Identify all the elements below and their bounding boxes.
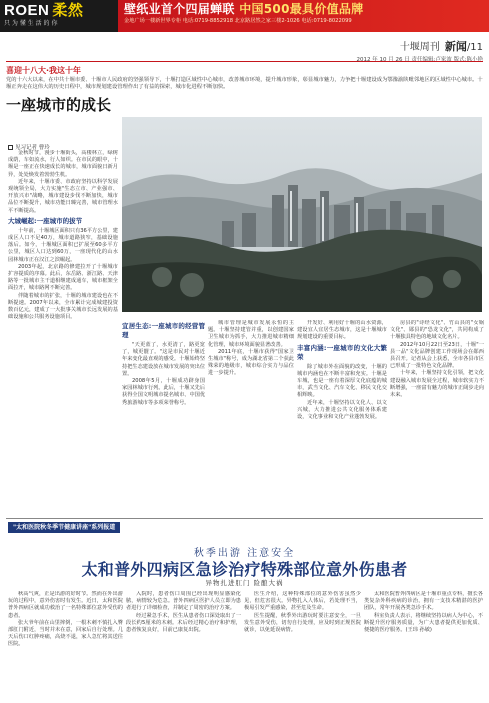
paragraph: 开发好、利用好十堰的山水资源，建设宜人宜居生态城市，这是十堰城市规划建设的重要目标。 [297, 320, 387, 341]
paragraph: 经过紧急手术，医生从患者伤口深处取出了一段长约5厘米的木刺。术后经过精心治疗和护理，患者恢复良好，目前已康复出院。 [126, 612, 241, 634]
lead-paragraph: 党的十六大以来，在中共十堰市委、十堰市人民政府的坚强领导下，十堰打造区域性中心城市，改善城市环境，提升城市形象，彰显城市魅力，力争把十堰建设成为鄂豫渝陕毗邻地区的区域性中心城市。十堰正奔走在这伟大的历史日程中，城市规划建设管理作出了有益的探索，城市化进程不断加快。 [6, 77, 483, 90]
paragraph: 科室负责人表示，将继续坚持以病人为中心，不断提升医疗服务质量，为广大患者提供更加优质、便捷的医疗服务。(王玮 孙敏) [364, 612, 483, 634]
ad-headline-b: 中国500最具价值品牌 [239, 2, 364, 16]
ad-text-block [118, 0, 489, 32]
series-tag: "太和医院秋冬季节健康讲座"系列报道 [8, 522, 120, 533]
article-column-1 [8, 150, 118, 440]
lower-column-2 [126, 591, 241, 699]
paragraph: 2003年起，北京路的修建拉开了十堰城市扩容提质的序幕。此后，东岳路、浙江路、天津路等一批城市主干道相继建成通车，城市框架全面拉开，城市路网不断完善。 [8, 263, 118, 292]
lower-column-4 [364, 591, 483, 699]
subheading: 丰富内涵:一座城市的文化大繁荣 [297, 343, 387, 361]
page-number: /11 [466, 42, 483, 53]
paragraph: 十年前，十堰城区面积只有36平方公里，建成区人口不足40万，城市道路狭窄，基础设施落后。如今，十堰城区面积已扩展至60多平方公里，城区人口达到60万，一座现代化的山水园林城市正在汉江之滨崛起。 [8, 227, 118, 263]
subheading: 宜居生态:一座城市的经营管理 [122, 322, 205, 339]
subheading: 大城崛起:一座城市的拔节 [8, 216, 83, 225]
section-name: 新闻 [444, 40, 467, 53]
main-headline: 一座城市的成长 [6, 96, 112, 114]
skyline-image [122, 117, 482, 312]
paragraph: 十年来，十堰坚持文化引领，把文化建设融入城市发展全过程，城市软实力不断增强，一座富有魅力的城市正阔步走向未来。 [390, 370, 484, 399]
lower-subheadline: 异物扎进肛门 险酿大祸 [205, 579, 284, 587]
paragraph: 伴随着城市的扩张，十堰的城市建设也在不断提速。2007年以来，全市累计完成城建投资数百亿元，建成了一大批事关城市长远发展的基础设施和公共服务设施项目。 [8, 292, 118, 321]
paragraph: 医生提醒，秋季外出游玩时要注意安全，一旦发生意外受伤，切勿自行处理，应及时到正规医院就诊，以免延误病情。 [244, 612, 361, 634]
lower-column-1 [8, 591, 123, 699]
article-column-4 [297, 320, 387, 516]
paragraph: 房县的"诗经文化"、竹山县的"女娲文化"、郧县的"恐龙文化"，共同构成了十堰独具特色的地域文化名片。 [390, 320, 484, 341]
logo-text: ROEN [4, 2, 50, 19]
ad-address: 金地广场一楼新世界专柜 电话:0719-8852918 北京路居然之家三楼2-1026 电话:0719-8022099 [124, 18, 352, 24]
logo-cn-text: 柔然 [52, 2, 84, 19]
section-separator [6, 518, 483, 519]
lower-headline: 太和普外四病区急诊治疗特殊部位意外伤患者 [81, 560, 408, 579]
paragraph: 2008年5月，十堰成功跻身国家园林城市行列。此后，十堰又先后获得全国文明城市提名城市、中国优秀旅游城市等多项荣誉称号。 [122, 378, 205, 406]
paragraph: 除了城市外在面貌的改变，十堰的城市内涵也在不断丰富和充实。十堰是车城，也是一座有着深厚文化底蕴的城市，武当文化、汽车文化、移民文化交相辉映。 [297, 363, 387, 399]
paragraph: 2012年10月22日至23日，十堰"一县一品"文化品牌创建工作现场会在郧西县召开。记者从会上获悉，全市各县市区已形成了一批特色文化品牌。 [390, 341, 484, 370]
logo-slogan: 只 为 懂 生 活 的 你 [4, 20, 58, 27]
article-column-5 [390, 320, 484, 516]
paragraph: 金秋时节，漫步十堰街头，高楼林立，绿树成荫，车如流水，行人如织。在市民的眼中，十堰是一座正在快速成长的城市，城市面貌日新月异，处处焕发着勃勃生机。 [8, 150, 118, 178]
masthead [357, 35, 483, 63]
top-ad-banner [0, 0, 489, 32]
byline-text: 见习记者 曹玲 [15, 145, 50, 151]
paragraph: 近年来，十堰坚持以文化人、以文兴城，大力推进公共文化服务体系建设，文化事业和文化产业蓬勃发展。 [297, 399, 387, 421]
paragraph: 医生介绍，这种特殊部位的意外伤害虽然少见，但危害很大。异物扎入人体后，若处理不当，极易引发严重感染，甚至危及生命。 [244, 591, 361, 612]
issue-meta: 2012 年 10 月 26 日 责任编辑:卢家波 版式:陈小艳 [356, 57, 483, 63]
paper-name: 十堰周刊 [399, 42, 440, 53]
city-skyline-photo [122, 117, 482, 312]
paragraph: "天更蓝了，水更清了，路更宽了，城更靓了。"这是市民对十堰近年来变化最直观的感受。十堰始终坚持把生态建设放在城市发展的突出位置。 [122, 342, 205, 377]
ad-headline-a: 壁纸业首个四届蝉联 [124, 2, 235, 16]
series-kicker: 喜迎十八大·我这十年 [6, 66, 82, 75]
paragraph: 城市管理是城市发展永恒的主题。十堰坚持建管并重，以创建国家卫生城市为抓手，大力推进城市精细化管理，城市环境面貌显著改善。 [208, 320, 294, 348]
article-column-3 [208, 320, 294, 516]
paragraph: 太和医院普外四病区是十堰市重点专科，擅长各类复杂外科疾病的诊治，拥有一支技术精湛的医护团队，常年开展各类急诊手术。 [364, 591, 483, 612]
paragraph: 近年来，十堰市委、市政府坚持以科学发展观统领全局，大力实施"生态立市、产业强市、开放兴市"战略，城市建设步伐不断加快，城市品位不断提升，城市功能日臻完善，城市管理水平不断提高。 [8, 178, 118, 214]
article-column-2 [122, 320, 205, 516]
lower-column-3 [244, 591, 361, 699]
header-rule [6, 61, 483, 62]
paragraph: 2011年底，十堰市获得"国家卫生城市"称号，成为湖北省第二个获此殊荣的地级市，城市综合实力与品位进一步提升。 [208, 348, 294, 377]
lower-overline: 秋季出游 注意安全 [193, 548, 296, 559]
paragraph: 张大爷年前在山里摔倒，一根木刺不慎扎入臀部肛门附近，当时并未在意，回家后自行处理。几天后伤口红肿疼痛，高烧不退，家人急忙将其送往医院。 [8, 619, 123, 648]
brand-logo [0, 0, 118, 32]
paragraph: 秋高气爽，正是出游的好时节。然而在外出游玩的过程中，意外伤害时有发生。近日，太和医院普外四病区就成功救治了一名特殊部位意外受伤的患者。 [8, 591, 123, 619]
paragraph: 入院时，患者伤口周围已经出现明显感染化脓，病情较为危急。普外四病区医护人员立即为患者进行了详细检查，并制定了周密的治疗方案。 [126, 591, 241, 612]
